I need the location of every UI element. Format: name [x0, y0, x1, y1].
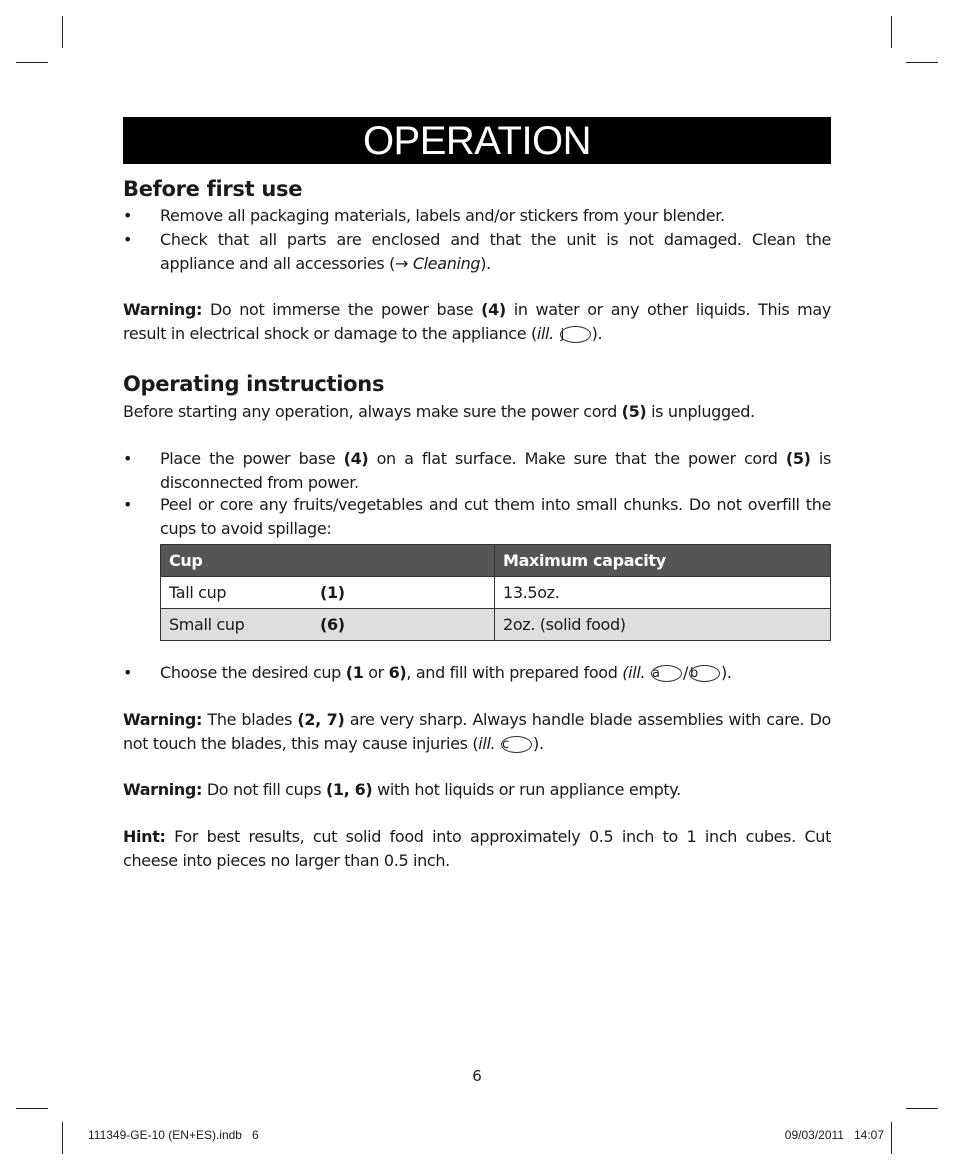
bullet-text: Choose the desired cup (1 or 6), and fill with prepared food (ill. a / b ). — [160, 663, 732, 682]
capacity-table — [160, 544, 831, 641]
bullet-dot: • — [123, 206, 133, 225]
crop-mark — [906, 62, 938, 63]
bullet-text: Check that all parts are enclosed and that the unit is not damaged. Clean the appliance and all accessories (→ Cleaning). — [160, 230, 831, 273]
cup-ref: (1) — [320, 583, 345, 602]
illustration-ref-icon: a — [651, 665, 682, 682]
bullet-text: Peel or core any fruits/vegetables and cut them into small chunks. Do not overfill the cups to avoid spillage: — [160, 495, 831, 538]
warning-label: Warning: — [123, 300, 203, 319]
capacity-cell: 2oz. (solid food) — [495, 609, 831, 641]
list-item — [123, 493, 831, 540]
hint-text: Hint: For best results, cut solid food into approximately 0.5 inch to 1 inch cubes. Cut cheese into pieces no larger than 0.5 inch. — [123, 827, 831, 870]
illustration-ref-icon: j — [560, 326, 591, 343]
cup-cell: Tall cup (1) — [161, 577, 495, 609]
crop-mark — [62, 16, 63, 48]
crop-mark — [16, 1108, 48, 1109]
crop-mark — [906, 1108, 938, 1109]
crop-mark — [891, 16, 892, 48]
intro-text: Before starting any operation, always make sure the power cord (5) is unplugged. — [123, 402, 755, 421]
cross-reference: Cleaning — [412, 253, 481, 273]
table-row — [161, 577, 831, 609]
section-heading-before-first-use: Before first use — [123, 177, 303, 201]
column-header-capacity: Maximum capacity — [495, 545, 831, 577]
crop-mark — [62, 1122, 63, 1154]
list-item — [123, 228, 831, 275]
crop-mark — [16, 62, 48, 63]
list-item — [123, 447, 831, 494]
bullet-dot: • — [123, 495, 133, 514]
bullet-text: Place the power base (4) on a flat surface. Make sure that the power cord (5) is disconnected from power. — [160, 449, 831, 492]
list-item — [123, 661, 831, 685]
print-date: 09/03/2011 14:07 — [784, 1128, 884, 1142]
table-row — [161, 609, 831, 641]
page-title: OPERATION — [123, 117, 831, 164]
bullet-dot: • — [123, 230, 133, 249]
warning-label: Warning: — [123, 710, 203, 729]
file-slug: 111349-GE-10 (EN+ES).indb 6 — [88, 1128, 259, 1142]
page-number: 6 — [472, 1067, 482, 1085]
warning-label: Warning: — [123, 780, 203, 799]
hint-label: Hint: — [123, 827, 166, 846]
cup-cell: Small cup (6) — [161, 609, 495, 641]
column-header-cup: Cup — [161, 545, 495, 577]
capacity-cell: 13.5oz. — [495, 577, 831, 609]
bullet-dot: • — [123, 663, 133, 682]
warning-immerse: Warning: Do not immerse the power base (4) in water or any other liquids. This may result in electrical shock or damage to the appliance (ill. j ). — [123, 300, 831, 343]
bullet-text: Remove all packaging materials, labels and/or stickers from your blender. — [160, 206, 725, 225]
illustration-ref-icon: b — [689, 665, 720, 682]
crop-mark — [891, 1122, 892, 1154]
cup-ref: (6) — [320, 615, 345, 634]
bullet-dot: • — [123, 449, 133, 468]
warning-fill: Warning: Do not fill cups (1, 6) with hot liquids or run appliance empty. — [123, 780, 681, 799]
arrow-right-icon: → — [395, 253, 409, 273]
list-item — [123, 204, 831, 228]
warning-blades: Warning: The blades (2, 7) are very sharp. Always handle blade assemblies with care. Do not touch the blades, this may cause injuries (ill. c ). — [123, 710, 831, 753]
table-header-row — [161, 545, 831, 577]
illustration-ref-icon: c — [501, 736, 532, 753]
section-heading-operating-instructions: Operating instructions — [123, 372, 385, 396]
